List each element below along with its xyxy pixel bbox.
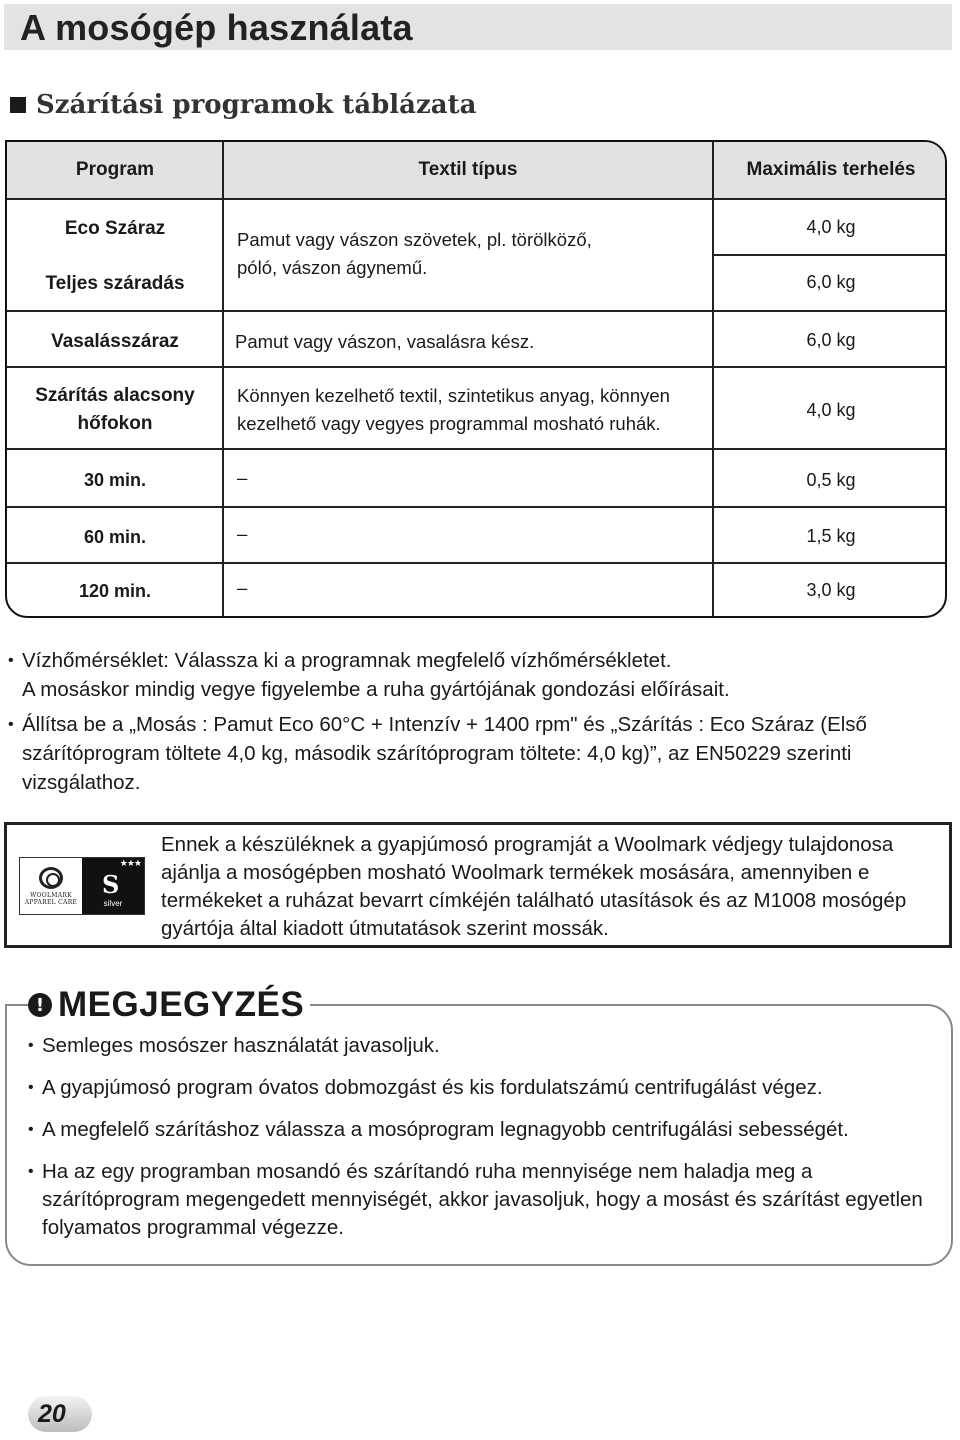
table-cell-load: 0,5 kg — [806, 470, 856, 490]
table-cell-load: 6,0 kg — [806, 272, 856, 292]
table-cell-textile: Pamut vagy vászon szövetek, pl. törölköző, póló, vászon ágynemű. — [237, 229, 592, 278]
table-cell-textile: Könnyen kezelhető textil, szintetikus anyag, könnyen kezelhető vagy vegyes programmal mosható ruhák. — [237, 385, 670, 434]
page-number: 20 — [38, 1400, 66, 1428]
table-cell-textile: – — [237, 467, 248, 488]
list-item: • A megfelelő szárításhoz válassza a mosóprogram legnagyobb centrifugálási sebességét. — [28, 1116, 928, 1144]
section-title: Szárítási programok táblázata — [36, 90, 477, 120]
table-cell-textile: – — [237, 523, 248, 544]
table-cell-program: Vasalásszáraz — [51, 331, 179, 352]
drying-programs-table — [5, 140, 947, 618]
note-heading — [28, 980, 310, 1030]
woolmark-box — [4, 822, 952, 948]
list-item: • Semleges mosószer használatát javasoljuk. — [28, 1032, 928, 1060]
woolmark-logo — [19, 857, 145, 915]
list-item: • A gyapjúmosó program óvatos dobmozgást és kis fordulatszámú centrifugálást végez. — [28, 1074, 928, 1102]
header-textile: Textil típus — [418, 159, 518, 180]
woolmark-ball-icon — [39, 867, 63, 889]
note-title: MEGJEGYZÉS — [58, 985, 305, 1024]
table-cell-program: 120 min. — [78, 581, 152, 601]
woolmark-text: Ennek a készüléknek a gyapjúmosó programját a Woolmark védjegy tulajdonosa ajánlja a mosógépben mosható Woolmark termékek mosására, amennyiben e termékeket a ruházat bevarrt címkéjén található utasítások és az M1008 mosógép gyártója által kiadott útmutatások szerint mossák. — [161, 833, 907, 940]
table-cell-textile: – — [237, 577, 248, 598]
note-list — [28, 1032, 928, 1256]
note-item: • Állítsa be a „Mosás : Pamut Eco 60°C + Intenzív + 1400 rpm" és „Szárítás : Eco Száraz (Első szárítóprogram töltete 4,0 kg, második szárítóprogram töltete: 4,0 kg)”, az EN50229 szerinti vizsgálathoz. — [8, 710, 938, 797]
table-notes — [8, 646, 938, 803]
header-max-load: Maximális terhelés — [746, 159, 916, 180]
table-cell-program: Szárítás alacsony hőfokon — [35, 385, 195, 434]
page-number-badge — [4, 1392, 94, 1438]
square-bullet-icon — [10, 97, 26, 113]
table-cell-load: 4,0 kg — [806, 217, 856, 237]
star-icon: ★★★ — [119, 858, 141, 868]
table-cell-program: Teljes száradás — [45, 273, 185, 294]
page-title-bar — [4, 4, 952, 50]
table-cell-program: Eco Száraz — [64, 218, 166, 239]
table-cell-load: 1,5 kg — [806, 526, 856, 546]
table-cell-load: 3,0 kg — [806, 580, 856, 600]
table-cell-program: 60 min. — [83, 527, 147, 547]
table-cell-load: 4,0 kg — [806, 400, 856, 420]
woolmark-badge: silver — [103, 899, 123, 908]
exclamation-icon: ! — [28, 993, 52, 1017]
section-heading — [10, 88, 476, 122]
table-cell-textile: Pamut vagy vászon, vasalásra kész. — [235, 331, 535, 352]
page-title: A mosógép használata — [20, 7, 413, 48]
woolmark-logo-text: WOOLMARK APPAREL CARE — [24, 891, 78, 906]
list-item: • Ha az egy programban mosandó és szárítandó ruha mennyisége nem haladja meg a szárítóprogram megengedett mennyiségét, akkor javasoljuk, hogy a mosást és szárítást egyetlen folyamatos programmal végezze. — [28, 1158, 928, 1242]
table-cell-program: 30 min. — [83, 470, 147, 490]
header-program: Program — [75, 159, 155, 180]
table-cell-load: 6,0 kg — [806, 330, 856, 350]
wool-s-icon: S — [102, 870, 120, 899]
note-item: • Vízhőmérséklet: Válassza ki a programnak megfelelő vízhőmérsékletet. A mosáskor mindig vegye figyelembe a ruha gyártójának gondozási előírásait. — [8, 646, 938, 704]
